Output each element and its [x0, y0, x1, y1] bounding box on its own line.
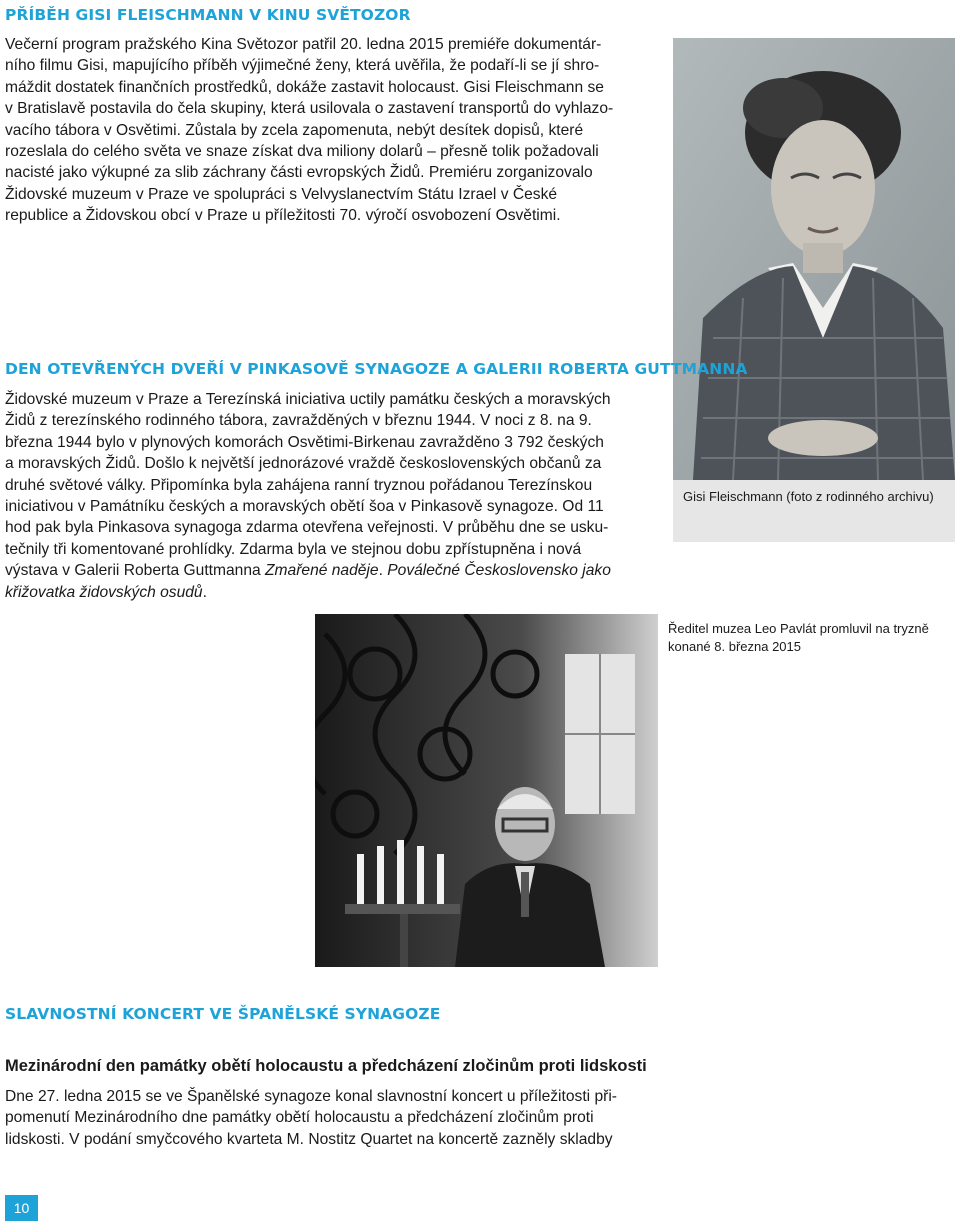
text-segment: .: [378, 562, 388, 580]
text-segment: .: [202, 583, 207, 601]
text-line: nacisté jako výkupné za slib záchrany části evropských Židů. Premiéru zorganizovalo: [5, 164, 593, 182]
text-line: [5, 560, 665, 581]
text-line: hod pak byla Pinkasova synagoga zdarma otevřena veřejnosti. V průběhu dne se usku-: [5, 519, 609, 537]
text-segment: výstava v Galerii Roberta Guttmanna: [5, 562, 266, 580]
portrait-illustration: [673, 38, 955, 480]
text-line: ního filmu Gisi, mapujícího příběh výjimečné ženy, která uvěřila, že podaří-li se jí shro-: [5, 57, 600, 75]
portrait-caption-text: Gisi Fleischmann (foto z rodinného archivu): [683, 489, 934, 504]
section-text-gisi: [5, 34, 665, 227]
text-line: lidskosti. V podání smyčcového kvarteta M. Nostitz Quartet na koncertě zazněly skladby: [5, 1130, 613, 1148]
section-heading-open-day: DEN OTEVŘENÝCH DVEŘÍ V PINKASOVĚ SYNAGOZE A GALERII ROBERTA GUTTMANNA: [5, 360, 748, 378]
text-line: v Bratislavě postavila do čela skupiny, která usilovala o zastavení transportů do vyhlazo-: [5, 100, 614, 118]
text-line: a moravských Židů. Došlo k největší jednorázové vraždě československých občanů za: [5, 455, 602, 473]
page-number: 10: [5, 1195, 38, 1221]
text-line: Židovské muzeum v Praze a Terezínská iniciativa uctily památku českých a moravských: [5, 391, 611, 408]
text-line: iniciativou v Památníku českých a moravských obětí šoa v Pinkasově synagoze. Od 11: [5, 498, 604, 516]
text-line: Židů z terezínského rodinného tábora, zavražděných v březnu 1944. V noci z 8. na 9.: [5, 412, 592, 430]
exhibition-title: Zmařené naděje: [265, 562, 379, 580]
section-text-concert: [5, 1086, 665, 1150]
text-line: března 1944 bylo v plynových komorách Osvětimi-Birkenau zavražděno 3 792 českých: [5, 433, 604, 451]
portrait-photo: [673, 38, 955, 480]
text-line: Židovské muzeum v Praze ve spolupráci s Velvyslanectvím Státu Izrael v České: [5, 185, 558, 203]
text-line: Dne 27. ledna 2015 se ve Španělské synagoze konal slavnostní koncert u příležitosti při-: [5, 1088, 617, 1105]
exhibition-subtitle: Poválečné Československo jako: [387, 562, 611, 580]
concert-subheading: Mezinárodní den památky obětí holocaustu a předcházení zločinům proti lidskosti: [5, 1057, 647, 1075]
portrait-caption: [673, 480, 955, 542]
director-caption-text: Ředitel muzea Leo Pavlát promluvil na tryzně konané 8. března 2015: [668, 621, 929, 654]
text-line: tečnily tři komentované prohlídky. Zdarma byla ve stejnou dobu zpřístupněna i nová: [5, 540, 582, 558]
text-line: rozeslala do celého světa ve snaze získat dva miliony dolarů – přesně tolik požadovali: [5, 143, 599, 161]
text-line: máždit dostatek finančních prostředků, dokáže zastavit holocaust. Gisi Fleischmann se: [5, 78, 604, 96]
text-line: vacího tábora v Osvětimi. Zůstala by zcela zapomenuta, nebýt desítek dopisů, které: [5, 121, 584, 139]
director-caption: [658, 614, 955, 660]
text-line: Večerní program pražského Kina Světozor patřil 20. ledna 2015 premiéře dokumentár-: [5, 36, 602, 53]
text-line: pomenutí Mezinárodního dne památky obětí holocaustu a předcházení zločinům proti: [5, 1109, 594, 1127]
section-text-open-day: [5, 389, 665, 603]
synagogue-photo: [315, 614, 658, 967]
exhibition-subtitle-end: křižovatka židovských osudů: [5, 583, 203, 601]
text-line: [5, 582, 665, 603]
synagogue-illustration: [315, 614, 658, 967]
text-line: republice a Židovskou obcí v Praze u příležitosti 70. výročí osvobození Osvětimi.: [5, 207, 561, 225]
section-heading-gisi: PŘÍBĚH GISI FLEISCHMANN V KINU SVĚTOZOR: [5, 6, 411, 24]
text-line: druhé světové války. Připomínka byla zahájena ranní tryznou pořádanou Terezínskou: [5, 476, 593, 494]
section-heading-concert: SLAVNOSTNÍ KONCERT VE ŠPANĚLSKÉ SYNAGOZE: [5, 1005, 441, 1023]
